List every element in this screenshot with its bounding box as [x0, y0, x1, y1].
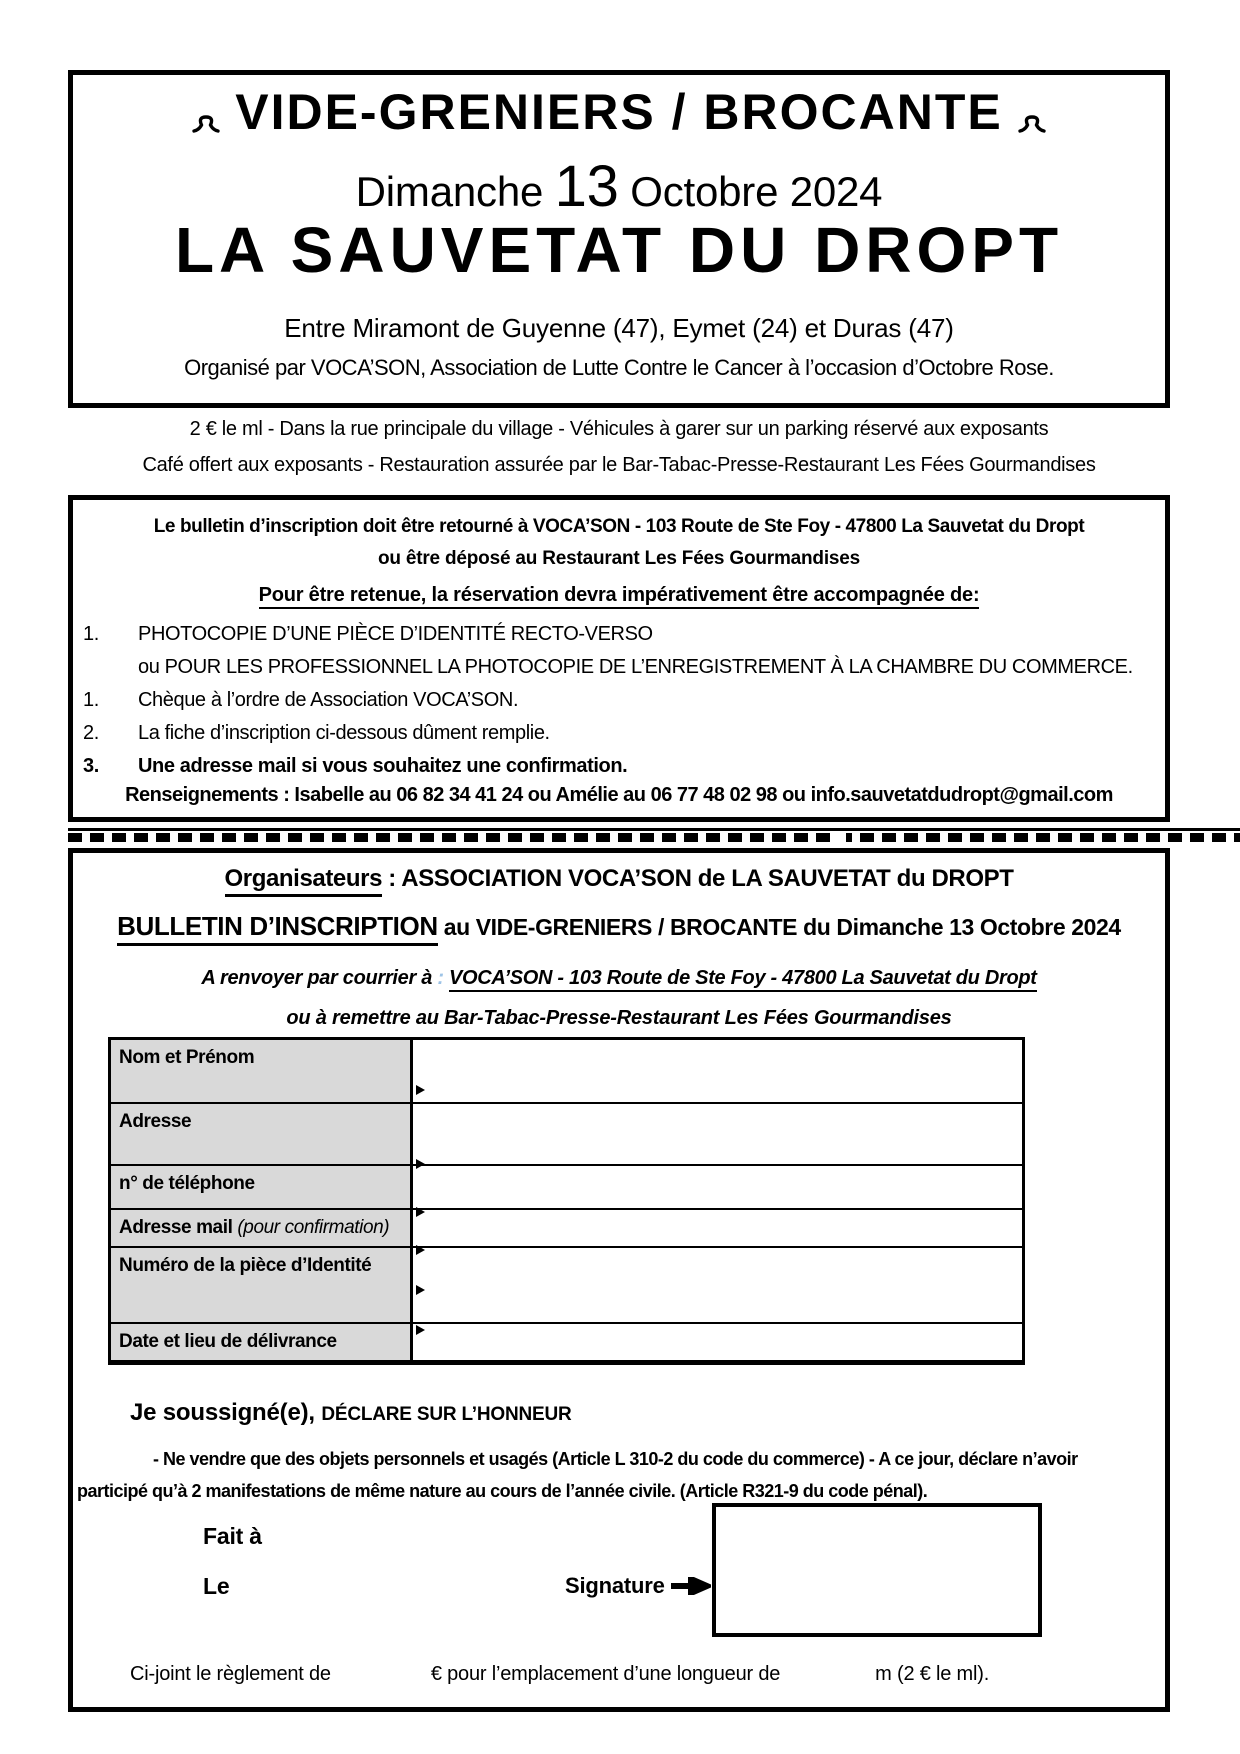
bulletin-rest: au VIDE-GRENIERS / BROCANTE du Dimanche 13 Octobre 2024 [437, 914, 1121, 940]
declaration-heading [130, 1399, 572, 1427]
return-line-2: ou être déposé au Restaurant Les Fées Gourmandises [377, 548, 861, 569]
list-item [81, 717, 1157, 750]
hand-delivery-line: ou à remettre au Bar-Tabac-Presse-Restaurant Les Fées Gourmandises [286, 1007, 952, 1029]
form-fields-table [108, 1037, 1025, 1365]
payment-line [130, 1663, 989, 1686]
declaration-title: DÉCLARE SUR L’HONNEUR [321, 1404, 572, 1425]
fait-a-label: Fait à [203, 1523, 262, 1549]
field-value-telephone[interactable] [413, 1166, 1022, 1208]
payment-part-3: m (2 € le ml). [875, 1663, 990, 1685]
mail-to-colon: : [437, 967, 444, 989]
cursor-arrow-icon [416, 1085, 425, 1095]
instructions-box [68, 495, 1170, 822]
list-item-number: 1. [83, 623, 99, 645]
signature-label: Signature [565, 1573, 665, 1598]
list-item-text: La fiche d’inscription ci-dessous dûment remplie. [138, 722, 550, 744]
list-item [81, 750, 1157, 783]
field-value-mail[interactable] [413, 1210, 1022, 1246]
event-location: LA SAUVETAT DU DROPT [174, 214, 1064, 286]
list-item-text: Une adresse mail si vous souhaitez une confirmation. [138, 755, 628, 777]
info-line-cafe: Café offert aux exposants - Restauration assurée par le Bar-Tabac-Presse-Restaurant Les Fées Gourmandises [142, 454, 1096, 476]
return-line-1: Le bulletin d’inscription doit être retourné à VOCA’SON - 103 Route de Ste Foy - 47800 La Sauvetat du Dropt [153, 516, 1085, 537]
organizers-label: Organisateurs [225, 865, 383, 897]
list-item-text: Chèque à l’ordre de Association VOCA’SON. [138, 689, 519, 711]
field-value-nom[interactable] [413, 1040, 1022, 1102]
cursor-arrow-icon [416, 1325, 425, 1335]
table-row [111, 1324, 1022, 1362]
event-date-line [73, 153, 1165, 220]
list-item [81, 684, 1157, 717]
field-label-adresse: Adresse [111, 1104, 413, 1164]
table-row [111, 1210, 1022, 1248]
field-label-telephone: n° de téléphone [111, 1166, 413, 1208]
table-row [111, 1104, 1022, 1166]
registration-form-box [68, 848, 1170, 1712]
ribbon-icon [1017, 87, 1047, 145]
payment-part-2: € pour l’emplacement d’une longueur de [430, 1663, 781, 1685]
arrow-right-icon [669, 1577, 711, 1600]
location-between: Entre Miramont de Guyenne (47), Eymet (24) et Duras (47) [284, 313, 954, 343]
contact-line: Renseignements : Isabelle au 06 82 34 41 24 ou Amélie au 06 77 48 02 98 ou info.sauvetatdudropt@gmail.com [125, 784, 1113, 806]
table-row [111, 1166, 1022, 1210]
table-row [111, 1040, 1022, 1104]
info-line-price: 2 € le ml - Dans la rue principale du village - Véhicules à garer sur un parking réservé aux exposants [189, 418, 1049, 440]
declaration-intro: Je soussigné(e), [130, 1399, 322, 1426]
payment-part-1: Ci-joint le règlement de [130, 1663, 331, 1685]
event-date-suffix: Octobre 2024 [630, 168, 883, 215]
header-box [68, 70, 1170, 408]
cut-line-gap [836, 833, 846, 842]
field-label-delivrance: Date et lieu de délivrance [111, 1324, 413, 1360]
cursor-arrow-icon [416, 1207, 425, 1217]
list-item [81, 618, 1157, 651]
event-title: VIDE-GRENIERS / BROCANTE [235, 84, 1003, 140]
signature-box[interactable] [712, 1503, 1042, 1637]
field-value-piece-identite[interactable] [413, 1248, 1022, 1322]
field-value-adresse[interactable] [413, 1104, 1022, 1164]
declaration-line-1: - Ne vendre que des objets personnels et usagés (Article L 310-2 du code du commerce) - A ce jour, déclare n’avoir [153, 1449, 1078, 1469]
field-label-piece-identite: Numéro de la pièce d’Identité [111, 1248, 413, 1322]
cut-line-rule [68, 828, 1240, 831]
mail-to-prefix: A renvoyer par courrier à [201, 967, 438, 989]
le-label: Le [203, 1573, 230, 1599]
field-value-delivrance[interactable] [413, 1324, 1022, 1360]
organizers-rest: : ASSOCIATION VOCA’SON de LA SAUVETAT du DROPT [382, 865, 1014, 892]
list-item-number: 3. [83, 755, 99, 777]
bulletin-line [73, 911, 1165, 942]
cursor-arrow-icon [416, 1159, 425, 1169]
event-title-line [73, 83, 1165, 145]
organizers-line [73, 865, 1165, 893]
list-item-continuation [81, 651, 1157, 684]
event-date-prefix: Dimanche [355, 168, 544, 215]
mail-to-address: VOCA’SON - 103 Route de Ste Foy - 47800 La Sauvetat du Dropt [449, 967, 1037, 992]
table-row [111, 1248, 1022, 1324]
list-item-text: ou POUR LES PROFESSIONNEL LA PHOTOCOPIE DE L’ENREGISTREMENT À LA CHAMBRE DU COMMERCE. [138, 656, 1133, 678]
declaration-line-2: participé qu’à 2 manifestations de même nature au cours de l’année civile. (Article R321-9 du code pénal). [77, 1481, 928, 1501]
requirement-list [81, 618, 1157, 783]
list-item-text: PHOTOCOPIE D’UNE PIÈCE D’IDENTITÉ RECTO-VERSO [138, 623, 653, 645]
field-label-nom: Nom et Prénom [111, 1040, 413, 1102]
list-item-number: 2. [83, 722, 99, 744]
bulletin-label: BULLETIN D’INSCRIPTION [117, 911, 438, 946]
event-date-day: 13 [554, 154, 619, 219]
cursor-arrow-icon [416, 1285, 425, 1295]
organized-by: Organisé par VOCA’SON, Association de Lutte Contre le Cancer à l’occasion d’Octobre Rose. [184, 355, 1054, 380]
mail-to-line [73, 967, 1165, 990]
cursor-arrow-icon [416, 1245, 425, 1255]
cut-line-dashes [68, 833, 1240, 842]
requirement-heading: Pour être retenue, la réservation devra impérativement être accompagnée de: [73, 584, 1165, 607]
ribbon-icon [191, 87, 221, 145]
field-label-mail: Adresse mail (pour confirmation) [111, 1210, 413, 1246]
list-item-number: 1. [83, 689, 99, 711]
